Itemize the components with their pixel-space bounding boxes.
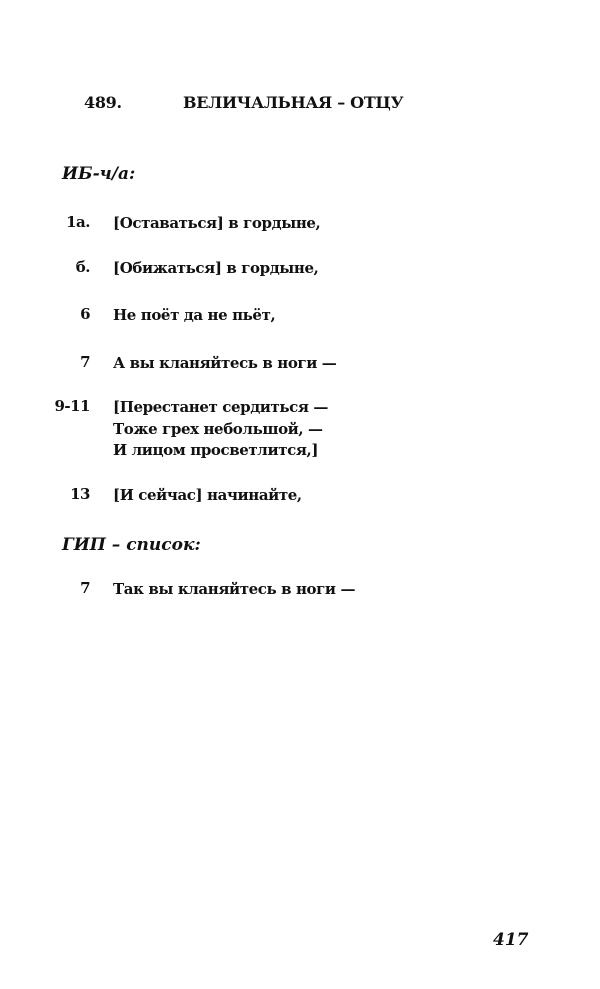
section-title-gip: ГИП – список:: [62, 535, 201, 555]
entry-title: ВЕЛИЧАЛЬНАЯ – ОТЦУ: [183, 93, 404, 112]
line-text-3: И лицом просветлится,]: [113, 441, 319, 459]
line-text: А вы кланяйтесь в ноги —: [113, 354, 337, 372]
line-text-2: Тоже грех небольшой, —: [113, 419, 323, 438]
line-text: [Оставаться] в гордыне,: [113, 214, 321, 232]
line-number: 6: [80, 305, 90, 323]
entry-number: 489.: [84, 93, 122, 112]
line-text: [113, 397, 328, 462]
line-number: 1а.: [66, 213, 90, 231]
line-text: Не поёт да не пьёт,: [113, 306, 276, 324]
line-number: 9-11: [54, 397, 90, 415]
line-number: б.: [75, 258, 90, 276]
line-text: [Обижаться] в гордыне,: [113, 259, 319, 277]
section-title-ib: ИБ-ч/а:: [62, 164, 136, 184]
line-number: 7: [80, 579, 90, 597]
line-text: Так вы кланяйтесь в ноги —: [113, 580, 356, 598]
line-number: 7: [80, 353, 90, 371]
line-text-1: [Перестанет сердиться —: [113, 398, 329, 416]
line-text: [И сейчас] начинайте,: [113, 486, 302, 504]
line-number: 13: [70, 485, 90, 503]
page-number: 417: [493, 930, 529, 950]
